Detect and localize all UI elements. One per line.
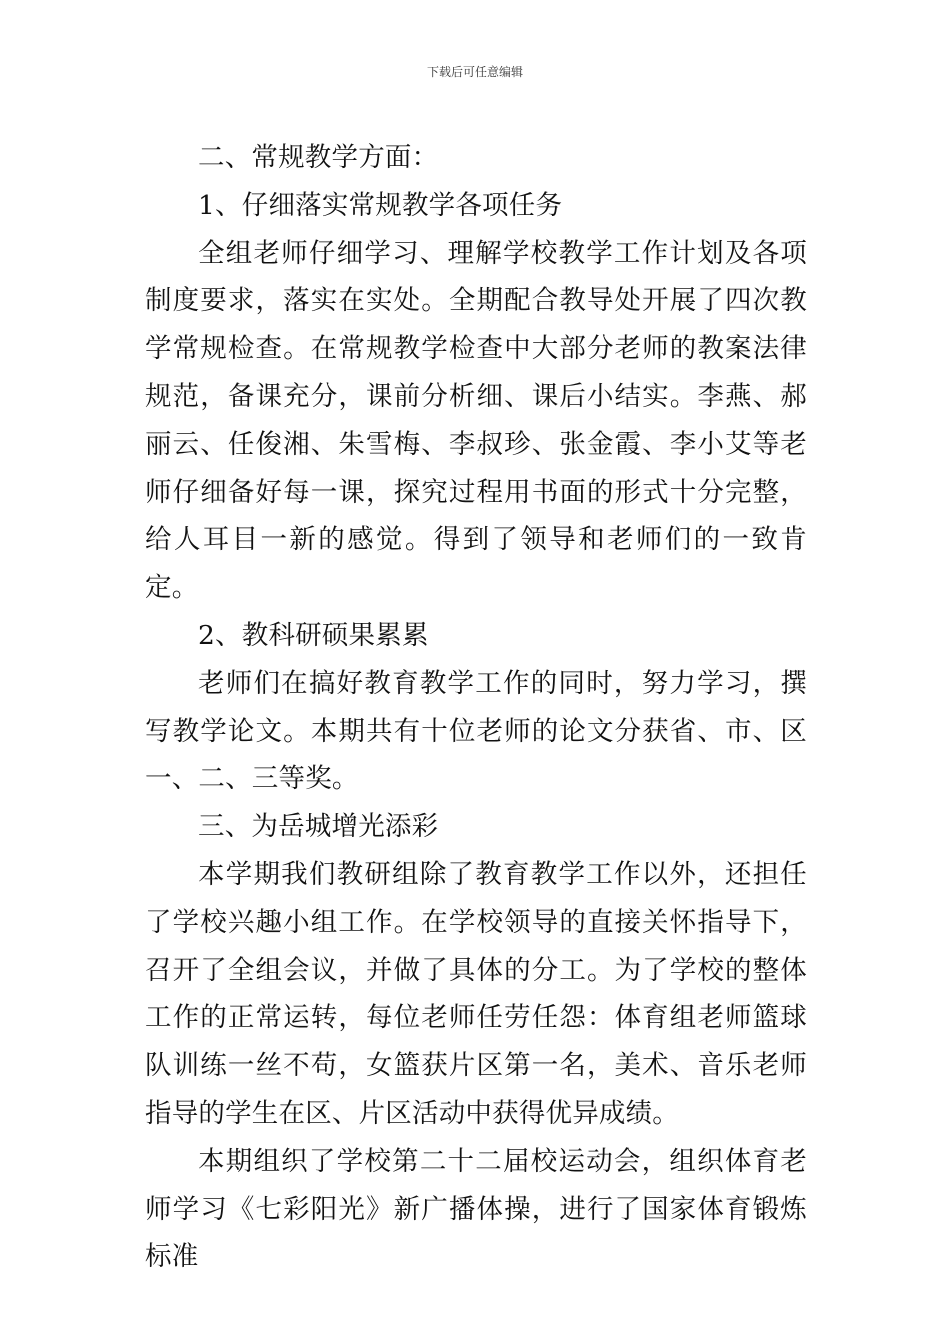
document-body	[145, 134, 807, 1281]
paragraph-sports-meet: 本期组织了学校第二十二届校运动会，组织体育老师学习《七彩阳光》新广播体操，进行了国家体育锻炼标准	[145, 1145, 807, 1273]
section-heading-routine-teaching: 二、常规教学方面：	[198, 142, 439, 173]
paragraph-routine-tasks: 全组老师仔细学习、理解学校教学工作计划及各项制度要求，落实在实处。全期配合教导处开展了四次教学常规检查。在常规教学检查中大部分老师的教案法律规范，备课充分，课前分析细、课后小结实。李燕、郝丽云、任俊湘、朱雪梅、李叔珍、张金霞、李小艾等老师仔细备好每一课，探究过程用书面的形式十分完整，给人耳目一新的感觉。得到了领导和老师们的一致肯定。	[145, 237, 807, 604]
section-heading-yuecheng: 三、为岳城增光添彩	[198, 811, 439, 843]
subheading-research-results: 2、教科研硕果累累	[198, 619, 429, 651]
page-header: 下载后可任意编辑	[426, 65, 523, 79]
paragraph-interest-groups: 本学期我们教研组除了教育教学工作以外，还担任了学校兴趣小组工作。在学校领导的直接关怀指导下，召开了全组会议，并做了具体的分工。为了学校的整体工作的正常运转，每位老师任劳任怨：体育组老师篮球队训练一丝不苟，女篮获片区第一名，美术、音乐老师指导的学生在区、片区活动中获得优异成绩。	[145, 858, 807, 1129]
subheading-routine-tasks: 1、仔细落实常规教学各项任务	[198, 189, 563, 221]
paragraph-research-results: 老师们在搞好教育教学工作的同时，努力学习，撰写教学论文。本期共有十位老师的论文分获省、市、区一、二、三等奖。	[145, 667, 807, 795]
